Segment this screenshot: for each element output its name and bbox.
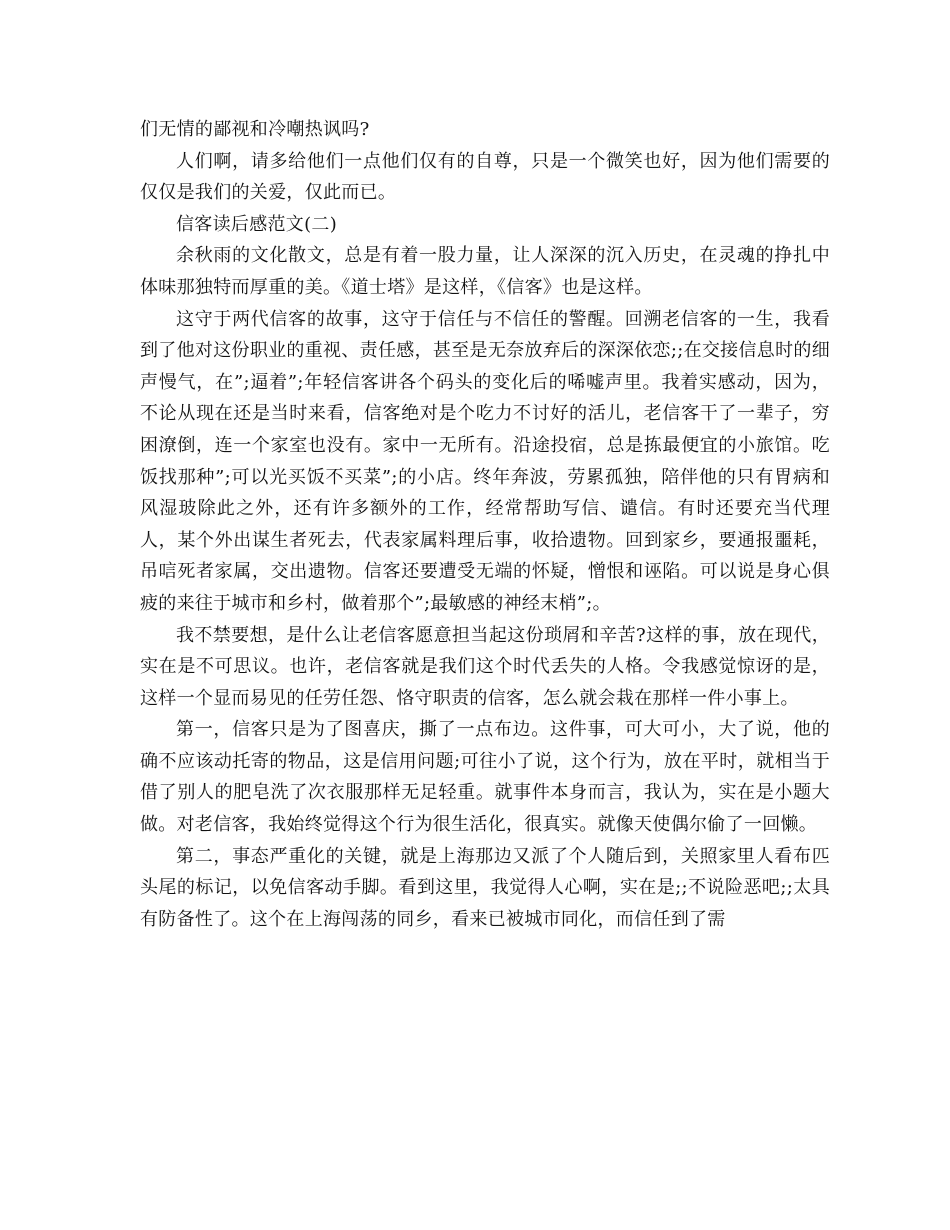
paragraph-4: 这守于两代信客的故事，这守于信任与不信任的警醒。回溯老信客的一生，我看到了他对这份职业的重视、责任感，甚至是无奈放弃后的深深依恋;;在交接信息时的细声慢气，在”;逼着”;年轻信客讲各个码头的变化后的唏嘘声里。我着实感动，因为，不论从现在还是当时来看，信客绝对是个吃力不讨好的活儿，老信客干了一辈子，穷困潦倒，连一个家室也没有。家中一无所有。沿途投宿，总是拣最便宜的小旅馆。吃饭找那种”;可以光买饭不买菜”;的小店。终年奔波，劳累孤独，陪伴他的只有胃病和风湿玻除此之外，还有许多额外的工作，经常帮助写信、谴信。有时还要充当代理人，某个外出谋生者死去，代表家属料理后事，收拾遗物。回到家乡，要通报噩耗，吊唁死者家属，交出遗物。信客还要遭受无端的怀疑，憎恨和诬陷。可以说是身心俱疲的来往于城市和乡村，做着那个”;最敏感的神经末梢”;。 bbox=[140, 308, 830, 614]
paragraph-7: 第二，事态严重化的关键，就是上海那边又派了个人随后到，关照家里人看布匹头尾的标记，以免信客动手脚。看到这里，我觉得人心啊，实在是;;不说险恶吧;;太具有防备性了。这个在上海闯荡的同乡，看来已被城市同化，而信任到了需 bbox=[140, 845, 830, 930]
paragraph-3: 余秋雨的文化散文，总是有着一股力量，让人深深的沉入历史，在灵魂的挣扎中体味那独特而厚重的美。《道士塔》是这样，《信客》也是这样。 bbox=[140, 245, 830, 298]
section-heading: 信客读后感范文(二) bbox=[176, 213, 338, 235]
paragraph-5: 我不禁要想，是什么让老信客愿意担当起这份琐屑和辛苦?这样的事，放在现代，实在是不可思议。也许，老信客就是我们这个时代丢失的人格。令我感觉惊讶的是，这样一个显而易见的任劳任怨、恪守职责的信客，怎么就会栽在那样一件小事上。 bbox=[140, 624, 830, 709]
document-body bbox=[140, 114, 830, 935]
paragraph-6: 第一，信客只是为了图喜庆，撕了一点布边。这件事，可大可小，大了说，他的确不应该动托寄的物品，这是信用问题;可往小了说，这个行为，放在平时，就相当于借了别人的肥皂洗了次衣服那样无足轻重。就事件本身而言，我认为，实在是小题大做。对老信客，我始终觉得这个行为很生活化，很真实。就像天使偶尔偷了一回懒。 bbox=[140, 719, 830, 836]
paragraph-2: 人们啊，请多给他们一点他们仅有的自尊，只是一个微笑也好，因为他们需要的仅仅是我们的关爱，仅此而已。 bbox=[140, 150, 830, 204]
paragraph-1: 们无情的鄙视和冷嘲热讽吗? bbox=[140, 119, 370, 140]
